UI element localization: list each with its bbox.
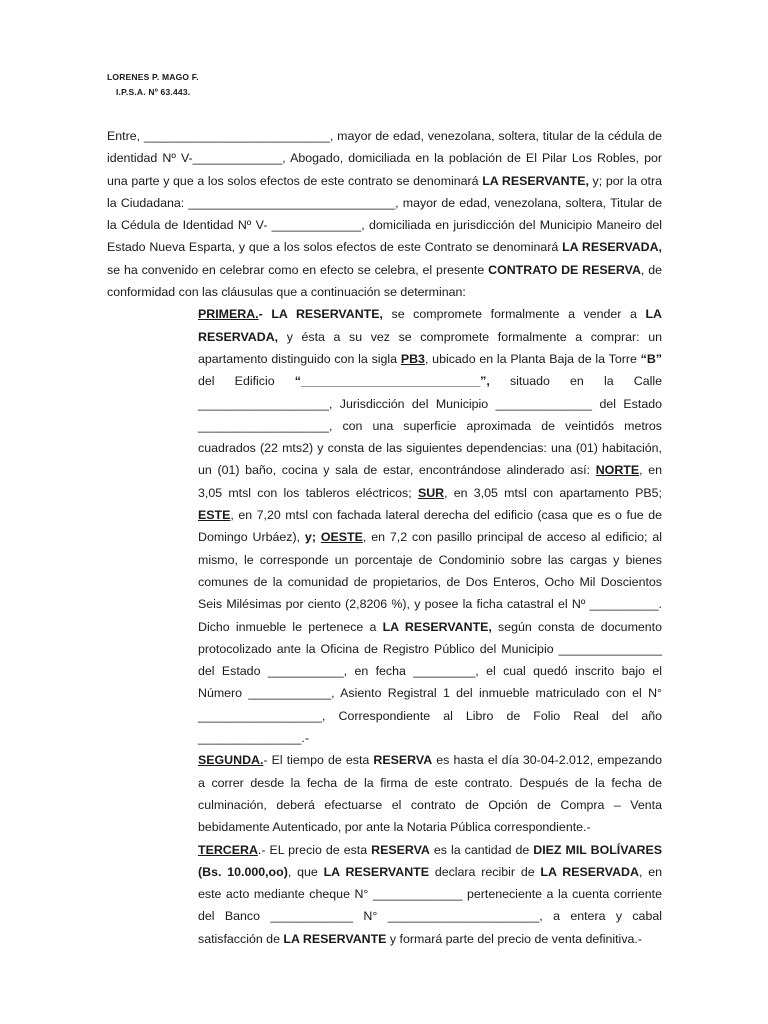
- text-run: N°: [353, 909, 388, 924]
- blank-line: ____________: [248, 686, 332, 701]
- text-run: , en 3,05 mtsl con los tableros eléctricos;: [198, 463, 662, 500]
- blank-line: _____________: [271, 218, 362, 233]
- blank-line: _______________: [558, 641, 662, 656]
- bold-term: OESTE: [320, 530, 363, 545]
- bold-term: PB3: [400, 351, 425, 366]
- text-run: .-: [301, 731, 309, 746]
- text-run: declara recibir de: [429, 864, 541, 879]
- blank-line: ___________________: [198, 418, 329, 433]
- blank-line: _____________: [372, 887, 463, 902]
- text-run: - El tiempo de esta: [263, 753, 374, 768]
- clause-segunda: [107, 749, 662, 838]
- bold-term: RESERVA: [371, 842, 430, 857]
- text-run: según consta de documento protocolizado ante la Oficina de Registro Público del Municipio: [198, 619, 663, 656]
- text-run: , en fecha: [343, 664, 414, 679]
- blank-line: ____________: [270, 909, 354, 924]
- text-run: Entre,: [107, 129, 144, 143]
- text-run: y ésta a su vez se compromete formalmente a comprar: un apartamento distinguido con la sigla: [198, 329, 662, 366]
- blank-line: ______________________: [387, 909, 540, 924]
- bold-term: RESERVA: [373, 753, 433, 768]
- bold-term: “__________________________”,: [294, 374, 490, 389]
- author-ipsa-number: I.P.S.A. Nº 63.443.: [116, 87, 191, 97]
- bold-term: y;: [304, 530, 321, 545]
- text-run: , de conformidad con las cláusulas que a continuación se determinan:: [107, 262, 662, 300]
- bold-term: NORTE: [595, 463, 640, 478]
- text-run: es la cantidad de: [429, 842, 534, 857]
- text-run: . Dicho inmueble le pertenece a: [198, 597, 662, 634]
- bold-term: LA RESERVANTE,: [382, 619, 492, 634]
- clause-primera: [107, 303, 662, 749]
- contract-body: [107, 125, 662, 950]
- text-run: , mayor de edad, venezolana, soltera, titular de la cédula de identidad Nº V-: [107, 129, 662, 166]
- blank-line: _________: [413, 664, 476, 679]
- text-run: y formará parte del precio de venta definitiva.-: [386, 931, 642, 946]
- text-run: , domiciliada en jurisdicción del Municipio Maneiro del Estado Nueva Esparta, y que a los solos efectos de este Contrato se denominará: [107, 218, 662, 255]
- bold-term: “B”: [640, 351, 662, 366]
- text-run: .- EL precio de esta: [257, 842, 372, 857]
- text-run: , en este acto mediante cheque N°: [198, 864, 662, 902]
- text-run: situado en la Calle: [489, 374, 662, 389]
- bold-term: ESTE: [198, 508, 231, 523]
- bold-term: LA RESERVANTE: [283, 931, 387, 946]
- bold-term: LA RESERVADA: [540, 864, 639, 879]
- clause-heading: SEGUNDA.: [198, 753, 264, 768]
- clause-heading: TERCERA: [198, 842, 258, 857]
- bold-term: DIEZ MIL BOLÍVARES (Bs. 10.000,oo): [198, 842, 662, 879]
- text-run: , ubicado en la Planta Baja de la Torre: [424, 351, 641, 366]
- text-run: y; por la otra la Ciudadana:: [107, 173, 663, 210]
- bold-term: SUR: [417, 485, 445, 500]
- text-run: , Jurisdicción del Municipio: [328, 396, 496, 411]
- text-run: es hasta el día 30-04-2.012, empezando a correr desde la fecha de la firma de este contrato. Después de la fecha de culminación, deberá efectuarse el contrato de Opción de Compra – Venta bebidamente Autenticado, por ante la Notaria Pública correspondiente.-: [198, 753, 662, 835]
- intro-paragraph: [107, 125, 662, 303]
- blank-line: ___________________: [198, 396, 329, 411]
- blank-line: __________________: [198, 708, 323, 723]
- text-run: , en 7,20 mtsl con fachada lateral derecha del edificio (casa que es o fue de Domingo Urbáez),: [198, 508, 662, 545]
- text-run: , mayor de edad, venezolana, soltera, Titular de la Cédula de Identidad Nº V-: [107, 195, 662, 233]
- text-run: del Estado: [198, 664, 268, 679]
- blank-line: ______________________________: [188, 195, 396, 210]
- clause-tercera: [107, 839, 662, 950]
- blank-line: ______________: [495, 396, 593, 411]
- bold-term: LA RESERVADA,: [562, 240, 662, 255]
- blank-line: ___________: [267, 664, 344, 679]
- text-run: , Asiento Registral 1 del inmueble matriculado con el N°: [331, 686, 662, 701]
- bold-term: CONTRATO DE RESERVA: [488, 262, 641, 277]
- author-name: LORENES P. MAGO F.: [107, 72, 199, 82]
- text-run: , en 3,05 mtsl con apartamento PB5;: [444, 485, 662, 500]
- bold-term: LA RESERVANTE: [323, 864, 429, 879]
- text-run: -: [258, 307, 272, 322]
- blank-line: __________: [589, 597, 659, 612]
- clause-heading: PRIMERA.: [198, 307, 259, 322]
- blank-line: _______________: [198, 731, 302, 746]
- text-run: , con una superficie aproximada de veintidós metros cuadrados (22 mts2) y consta de las siguientes dependencias: una (01) habitación, un (01) baño, cocina y sala de estar, encontrándose alinderado así:: [198, 418, 662, 478]
- text-run: del Estado: [592, 396, 662, 411]
- bold-term: LA RESERVADA,: [198, 307, 663, 344]
- text-run: , Correspondiente al Libro de Folio Real del año: [322, 708, 662, 723]
- text-run: , a entera y cabal satisfacción de: [198, 909, 662, 946]
- text-run: perteneciente a la cuenta corriente del Banco: [198, 887, 662, 924]
- bold-term: LA RESERVANTE,: [271, 307, 383, 322]
- bold-term: LA RESERVANTE,: [482, 173, 589, 188]
- blank-line: _____________: [192, 151, 283, 166]
- text-run: se compromete formalmente a vender a: [382, 307, 646, 322]
- text-run: , Abogado, domiciliada en la población de El Pilar Los Robles, por una parte y que a los solos efectos de este contrato se denominará: [107, 151, 662, 188]
- text-run: , en 7,2 con pasillo principal de acceso al edificio; al mismo, le corresponde un porcentaje de Condominio sobre las cargas y bienes comunes de la comunidad de propietarios, de Dos Enteros, Ocho Mil Doscientos Seis Milésimas por ciento (2,8206 %), y posee la ficha catastral el Nº: [198, 530, 662, 612]
- text-run: , que: [287, 864, 324, 879]
- text-run: del Edificio: [198, 374, 295, 389]
- text-run: se ha convenido en celebrar como en efecto se celebra, el presente: [107, 262, 489, 277]
- text-run: , el cual quedó inscrito bajo el Número: [198, 664, 662, 701]
- blank-line: ___________________________: [143, 129, 330, 143]
